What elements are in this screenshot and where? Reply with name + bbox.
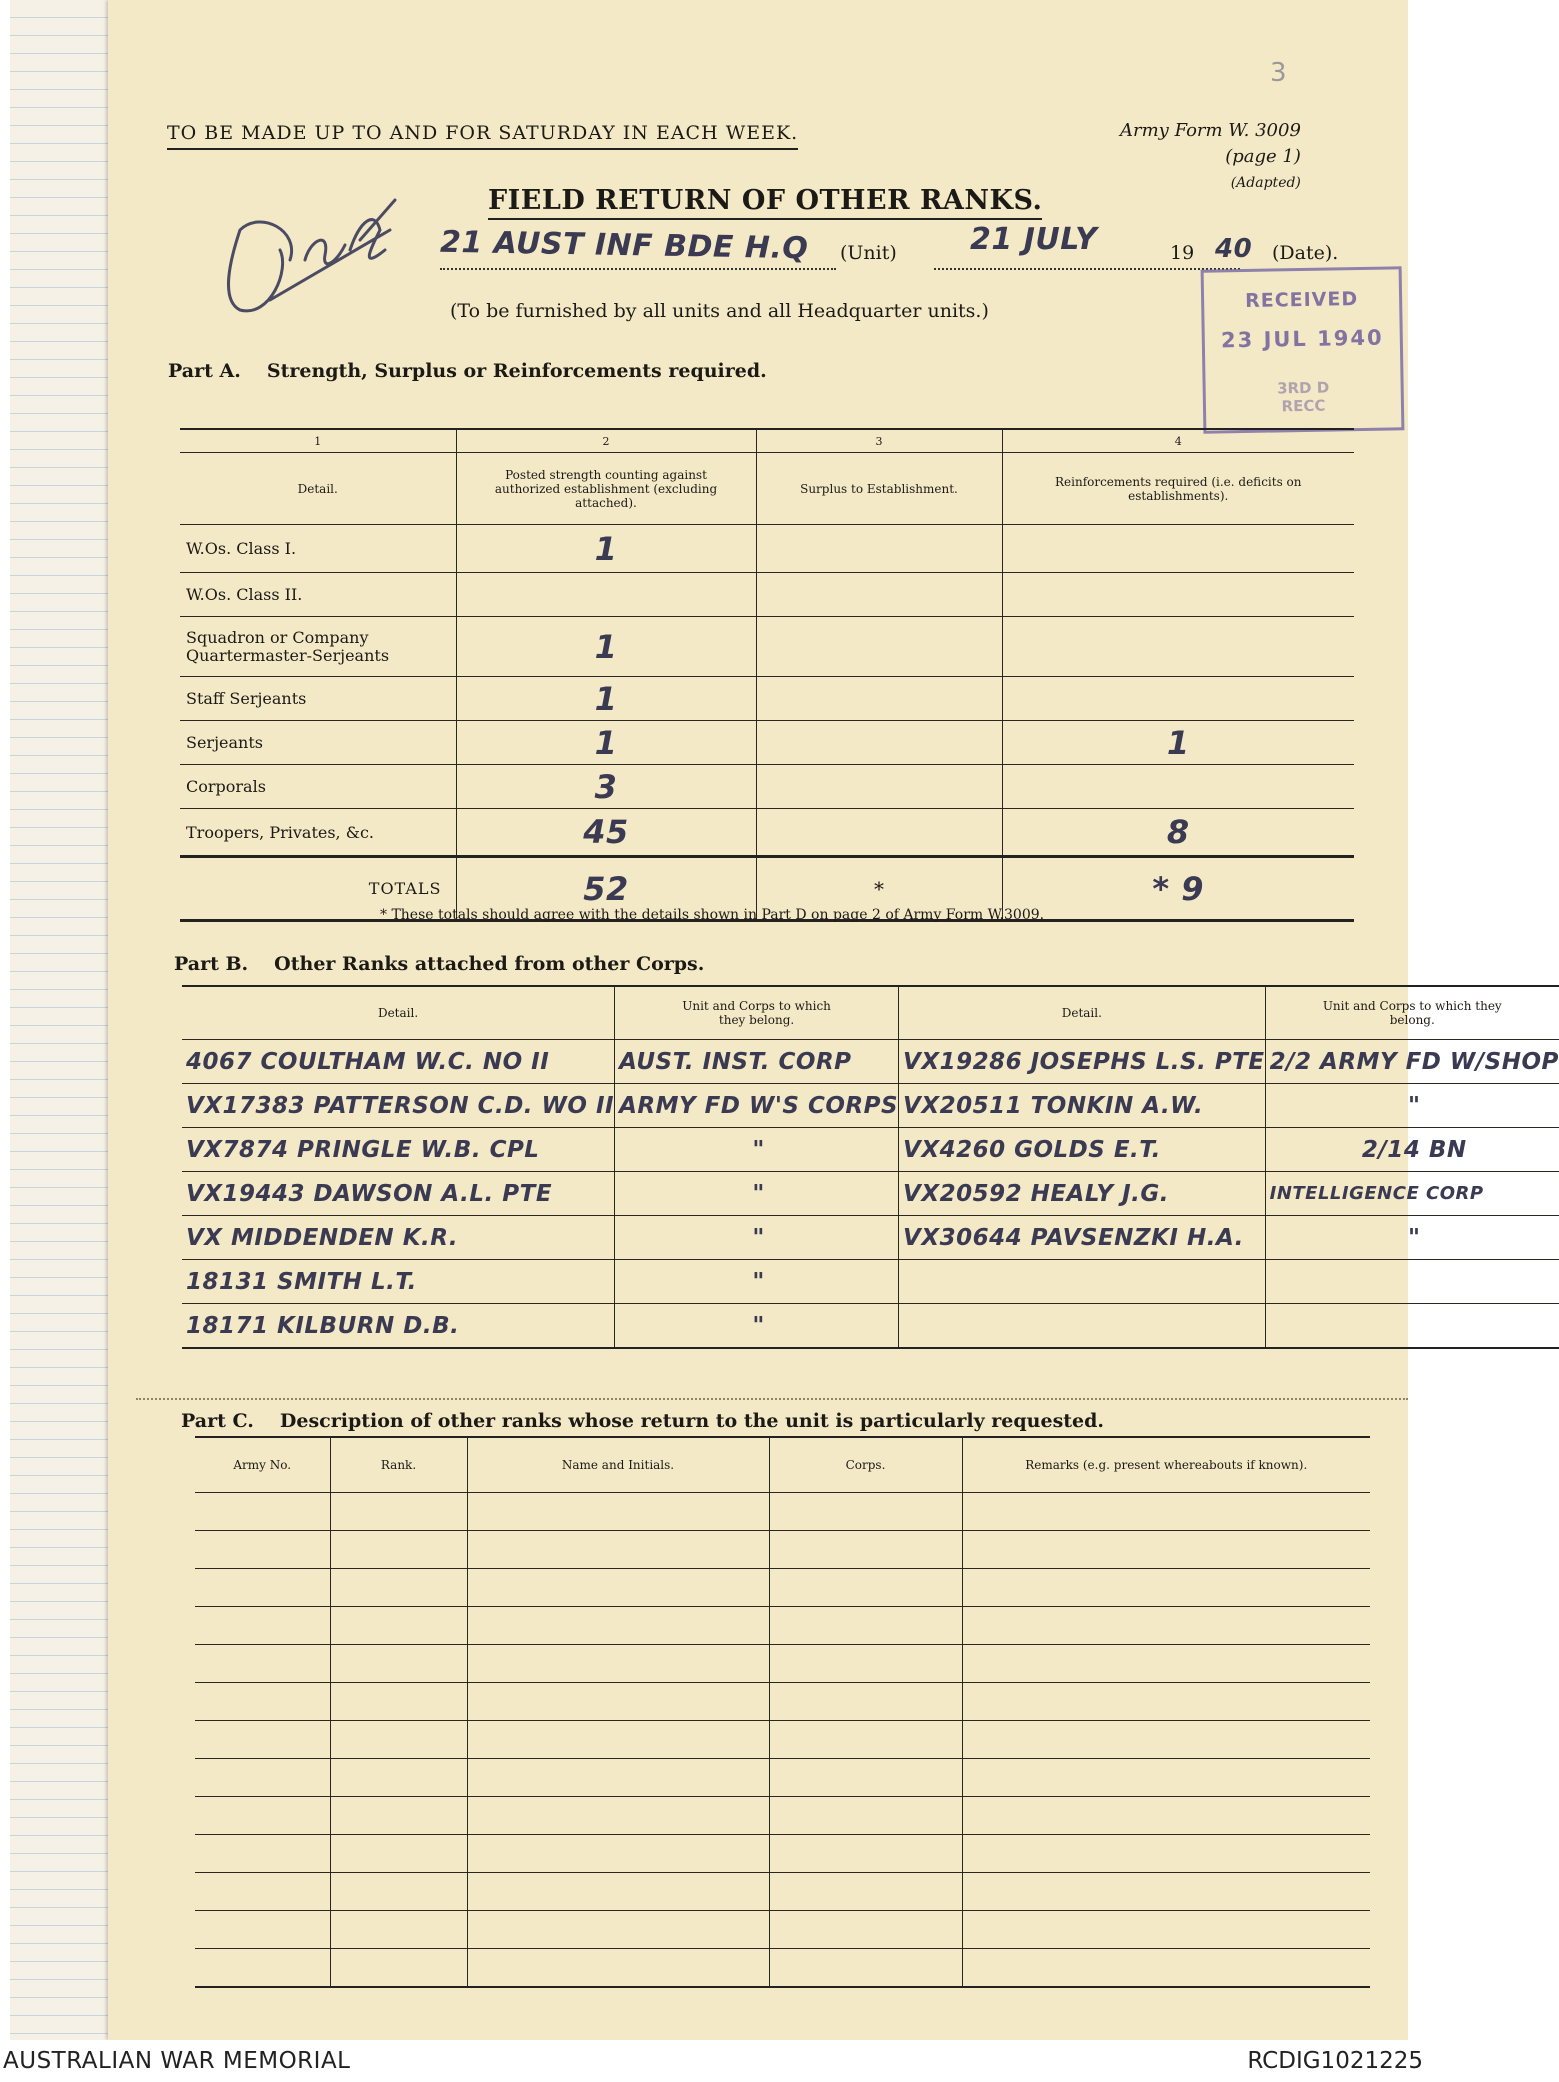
unit-corps-cell: " (1265, 1216, 1559, 1260)
table-row (195, 1911, 1370, 1949)
detail-cell: VX20592 HEALY J.G. (899, 1172, 1266, 1216)
detail-label: Troopers, Privates, &c. (180, 809, 456, 857)
unit-date-line (439, 222, 1340, 268)
signature-mark (210, 190, 400, 320)
col-num-4: 4 (1002, 429, 1354, 453)
posted-value: 1 (456, 677, 756, 721)
table-row (195, 1797, 1370, 1835)
year-prefix: 19 (1170, 242, 1195, 264)
detail-label: W.Os. Class I. (180, 525, 456, 573)
detail-cell: VX19443 DAWSON A.L. PTE (182, 1172, 615, 1216)
perforation-line (136, 1398, 1408, 1400)
reinf-value: 1 (1002, 721, 1354, 765)
surplus-value (756, 525, 1002, 573)
table-row (182, 1128, 1559, 1172)
unit-corps-cell: " (615, 1172, 899, 1216)
surplus-value (756, 677, 1002, 721)
posted-value: 1 (456, 721, 756, 765)
header-army-no: Army No. (195, 1437, 330, 1493)
header-name-initials: Name and Initials. (467, 1437, 769, 1493)
form-title: FIELD RETURN OF OTHER RANKS. (488, 185, 1042, 220)
reinf-value: 8 (1002, 809, 1354, 857)
totals-reinf: * 9 (1002, 857, 1354, 921)
row-staff-serjeants (180, 677, 1354, 721)
part-a-heading (168, 360, 767, 382)
totals-label: TOTALS (180, 857, 456, 921)
part-c-label: Part C. (181, 1410, 254, 1432)
table-row (195, 1569, 1370, 1607)
table-row (195, 1721, 1370, 1759)
header-unit-corps-2: Unit and Corps to which they belong. (1265, 986, 1559, 1040)
unit-corps-cell: " (615, 1260, 899, 1304)
part-a-header-row (180, 453, 1354, 525)
form-ref-page: (page 1) (1225, 146, 1301, 167)
header-remarks: Remarks (e.g. present whereabouts if known). (962, 1437, 1370, 1493)
table-row (195, 1873, 1370, 1911)
unit-corps-cell: 2/14 BN (1265, 1128, 1559, 1172)
unit-corps-cell: " (615, 1304, 899, 1349)
posted-value: 1 (456, 525, 756, 573)
unit-corps-cell: ARMY FD W'S CORPS (615, 1084, 899, 1128)
page-corner-number: 3 (1270, 58, 1287, 88)
form-ref-adapted: (Adapted) (1230, 175, 1301, 191)
detail-label: Squadron or Company Quartermaster-Serjeants (180, 617, 456, 677)
unit-corps-cell: " (615, 1128, 899, 1172)
top-instruction: TO BE MADE UP TO AND FOR SATURDAY IN EACH WEEK. (167, 122, 798, 150)
detail-label: Corporals (180, 765, 456, 809)
stamp-line3: 3RD D (1276, 378, 1330, 398)
surplus-value (756, 721, 1002, 765)
table-row (195, 1835, 1370, 1873)
unit-corps-cell (1265, 1304, 1559, 1349)
stamp-date: 23 JUL 1940 (1220, 325, 1384, 353)
detail-cell (899, 1304, 1266, 1349)
detail-cell: VX MIDDENDEN K.R. (182, 1216, 615, 1260)
header-detail-2: Detail. (899, 986, 1266, 1040)
part-a-footnote: * These totals should agree with the details shown in Part D on page 2 of Army Form W.3009. (380, 907, 1045, 923)
surplus-value (756, 809, 1002, 857)
part-b-table (182, 985, 1559, 1349)
col-num-1: 1 (180, 429, 456, 453)
detail-cell: 18131 SMITH L.T. (182, 1260, 615, 1304)
date-value: 21 JULY (970, 222, 1098, 257)
table-row (195, 1607, 1370, 1645)
row-corporals (180, 765, 1354, 809)
row-privates (180, 809, 1354, 857)
received-stamp (1201, 266, 1405, 433)
stamp-received: RECEIVED (1244, 288, 1359, 312)
table-row (195, 1531, 1370, 1569)
header-detail-1: Detail. (182, 986, 615, 1040)
date-label: (Date). (1272, 242, 1339, 264)
part-b-heading (174, 953, 704, 975)
row-wo-class-1 (180, 525, 1354, 573)
detail-cell: 4067 COULTHAM W.C. NO II (182, 1040, 615, 1084)
detail-label: Serjeants (180, 721, 456, 765)
detail-cell: VX17383 PATTERSON C.D. WO II (182, 1084, 615, 1128)
detail-cell: VX20511 TONKIN A.W. (899, 1084, 1266, 1128)
surplus-value (756, 765, 1002, 809)
reinf-value (1002, 677, 1354, 721)
part-c-heading (181, 1410, 1104, 1432)
unit-corps-cell: " (615, 1216, 899, 1260)
table-row (182, 1216, 1559, 1260)
header-detail: Detail. (180, 453, 456, 525)
unit-label: (Unit) (840, 242, 897, 264)
part-a-label: Part A. (168, 360, 241, 382)
posted-value: 1 (456, 617, 756, 677)
part-b-title: Other Ranks attached from other Corps. (274, 953, 705, 975)
form-reference (1120, 118, 1301, 196)
unit-value: 21 AUST INF BDE H.Q (439, 224, 809, 267)
table-row (195, 1493, 1370, 1531)
part-b-label: Part B. (174, 953, 249, 975)
table-row (182, 1040, 1559, 1084)
archive-id: RCDIG1021225 (1247, 2048, 1423, 2074)
unit-corps-cell: " (1265, 1084, 1559, 1128)
part-b-header-row (182, 986, 1559, 1040)
posted-value: 3 (456, 765, 756, 809)
header-rank: Rank. (330, 1437, 467, 1493)
part-c-table (195, 1436, 1370, 1988)
detail-cell: VX7874 PRINGLE W.B. CPL (182, 1128, 615, 1172)
detail-cell: VX19286 JOSEPHS L.S. PTE (899, 1040, 1266, 1084)
table-row (182, 1172, 1559, 1216)
form-ref-name: Army Form W. 3009 (1120, 120, 1301, 141)
unit-corps-cell: 2/2 ARMY FD W/SHOP (1265, 1040, 1559, 1084)
posted-value (456, 573, 756, 617)
detail-label: Staff Serjeants (180, 677, 456, 721)
unit-corps-cell: AUST. INST. CORP (615, 1040, 899, 1084)
table-row (195, 1645, 1370, 1683)
totals-surplus: * (756, 857, 1002, 921)
reinf-value (1002, 765, 1354, 809)
part-c-header-row (195, 1437, 1370, 1493)
row-cqms (180, 617, 1354, 677)
detail-cell: VX30644 PAVSENZKI H.A. (899, 1216, 1266, 1260)
col-num-2: 2 (456, 429, 756, 453)
detail-cell: VX4260 GOLDS E.T. (899, 1128, 1266, 1172)
header-surplus: Surplus to Establishment. (756, 453, 1002, 525)
part-a-col-numbers (180, 429, 1354, 453)
header-unit-corps-1: Unit and Corps to which they belong. (615, 986, 899, 1040)
table-row (195, 1759, 1370, 1797)
unit-corps-cell: INTELLIGENCE CORP (1265, 1172, 1559, 1216)
detail-cell: 18171 KILBURN D.B. (182, 1304, 615, 1349)
archive-name: AUSTRALIAN WAR MEMORIAL (3, 2048, 351, 2074)
detail-label: W.Os. Class II. (180, 573, 456, 617)
reinf-value (1002, 617, 1354, 677)
surplus-value (756, 617, 1002, 677)
unit-dotted-line (440, 268, 836, 270)
col-num-3: 3 (756, 429, 1002, 453)
table-row (182, 1260, 1559, 1304)
header-corps: Corps. (769, 1437, 962, 1493)
totals-posted: 52 (456, 857, 756, 921)
reinf-value (1002, 525, 1354, 573)
archive-footer (0, 2040, 1433, 2082)
posted-value: 45 (456, 809, 756, 857)
detail-cell (899, 1260, 1266, 1304)
table-row (195, 1683, 1370, 1721)
table-row (195, 1949, 1370, 1988)
furnish-note: (To be furnished by all units and all Headquarter units.) (450, 300, 989, 322)
row-wo-class-2 (180, 573, 1354, 617)
table-row (182, 1084, 1559, 1128)
header-posted: Posted strength counting against authorized establishment (excluding attached). (456, 453, 756, 525)
part-c-title: Description of other ranks whose return to the unit is particularly requested. (279, 1410, 1105, 1432)
header-reinforcements: Reinforcements required (i.e. deficits on establishments). (1002, 453, 1354, 525)
part-a-table (180, 428, 1354, 922)
stamp-line4: RECC (1281, 396, 1326, 416)
surplus-value (756, 573, 1002, 617)
table-row (182, 1304, 1559, 1349)
year-value: 40 (1215, 234, 1253, 264)
row-serjeants (180, 721, 1354, 765)
date-dotted-line (934, 268, 1240, 270)
part-a-title: Strength, Surplus or Reinforcements required. (266, 360, 767, 382)
reinf-value (1002, 573, 1354, 617)
unit-corps-cell (1265, 1260, 1559, 1304)
